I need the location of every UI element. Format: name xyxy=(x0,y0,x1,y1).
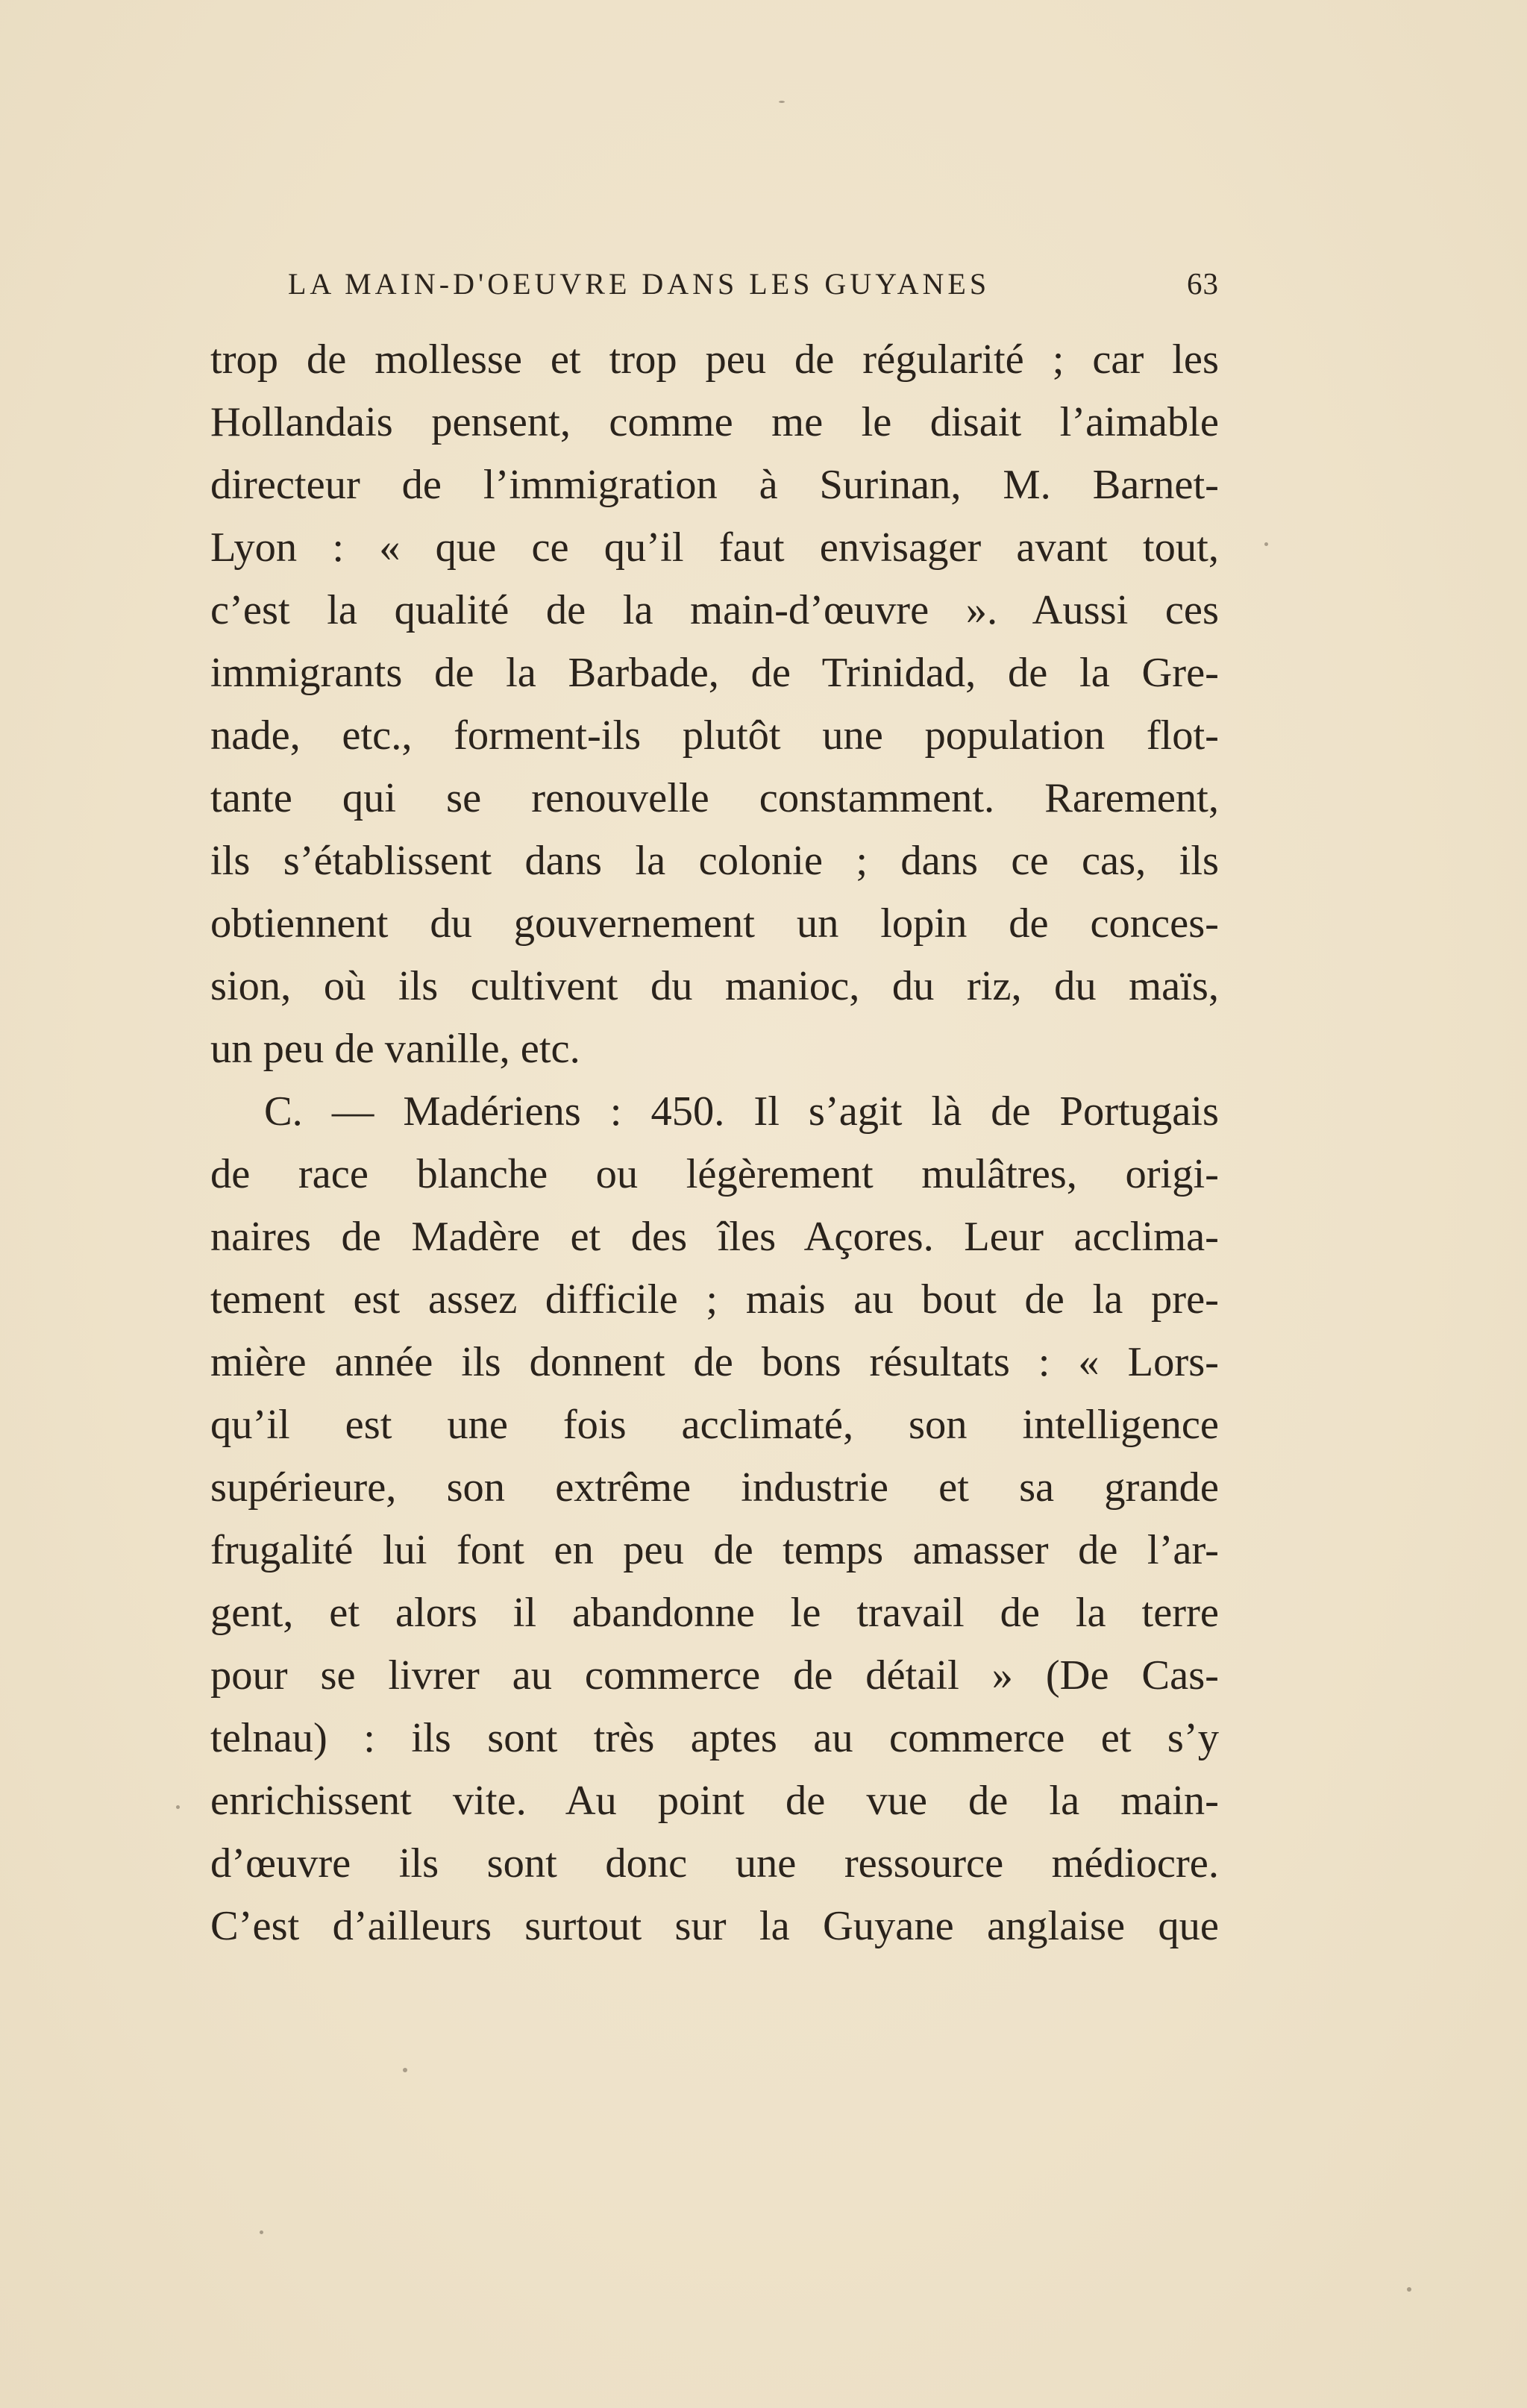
text-line: tante qui se renouvelle constamment. Rarement, xyxy=(210,775,1219,821)
text-line: Hollandais pensent, comme me le disait l’aimable xyxy=(210,399,1219,445)
paper-speck xyxy=(176,1805,180,1809)
text-line: gent, et alors il abandonne le travail de la terre xyxy=(210,1590,1219,1636)
text-line: directeur de l’immigration à Surinan, M. Barnet- xyxy=(210,462,1219,508)
text-line: nade, etc., forment-ils plutôt une population flot- xyxy=(210,712,1219,759)
paper-speck xyxy=(779,101,785,103)
text-line: c’est la qualité de la main-d’œuvre ». Aussi ces xyxy=(210,587,1219,633)
paper-speck xyxy=(1264,542,1268,546)
text-line: telnau) : ils sont très aptes au commerce et s’y xyxy=(210,1715,1219,1761)
text-line: qu’il est une fois acclimaté, son intelligence xyxy=(210,1402,1219,1448)
page-number: 63 xyxy=(1187,266,1219,301)
text-line: tement est assez difficile ; mais au bout de la pre- xyxy=(210,1276,1219,1323)
text-line: naires de Madère et des îles Açores. Leur acclima- xyxy=(210,1214,1219,1260)
text-line: C. — Madériens : 450. Il s’agit là de Portugais xyxy=(264,1088,1219,1135)
paper-speck xyxy=(260,2230,263,2234)
header-title: LA MAIN-D'OEUVRE DANS LES GUYANES xyxy=(288,266,991,301)
text-line: Lyon : « que ce qu’il faut envisager avant tout, xyxy=(210,524,1219,571)
text-line: supérieure, son extrême industrie et sa grande xyxy=(210,1464,1219,1511)
text-line: de race blanche ou légèrement mulâtres, origi- xyxy=(210,1151,1219,1197)
text-line: trop de mollesse et trop peu de régularité ; car les xyxy=(210,336,1219,383)
paper-speck xyxy=(1407,2287,1411,2292)
text-line: immigrants de la Barbade, de Trinidad, de la Gre- xyxy=(210,650,1219,696)
running-header xyxy=(288,263,1219,304)
body-text xyxy=(210,328,1219,1957)
text-line: pour se livrer au commerce de détail » (De Cas- xyxy=(210,1652,1219,1699)
text-line: obtiennent du gouvernement un lopin de conces- xyxy=(210,900,1219,947)
text-line: C’est d’ailleurs surtout sur la Guyane anglaise que xyxy=(210,1903,1219,1949)
text-line: un peu de vanille, etc. xyxy=(210,1026,580,1072)
text-line: d’œuvre ils sont donc une ressource médiocre. xyxy=(210,1840,1219,1887)
paper-speck xyxy=(403,2068,407,2072)
text-line: ils s’établissent dans la colonie ; dans ce cas, ils xyxy=(210,838,1219,884)
text-line: enrichissent vite. Au point de vue de la main- xyxy=(210,1778,1219,1824)
text-line: mière année ils donnent de bons résultats : « Lors- xyxy=(210,1339,1219,1385)
text-line: frugalité lui font en peu de temps amasser de l’ar- xyxy=(210,1527,1219,1573)
text-line: sion, où ils cultivent du manioc, du riz, du maïs, xyxy=(210,963,1219,1009)
